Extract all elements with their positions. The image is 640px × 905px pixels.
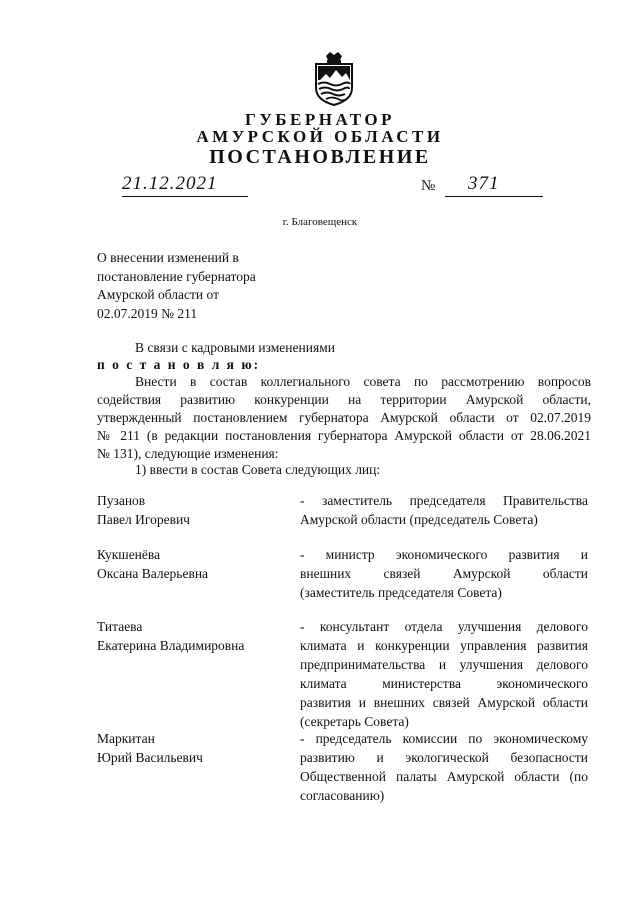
- subject-block: [97, 249, 297, 323]
- number-sign: №: [421, 178, 436, 194]
- role-line: - министр экономического развития и: [300, 547, 588, 562]
- body-line: № 131), следующие изменения:: [97, 446, 279, 461]
- header-governor: ГУБЕРНАТОР: [245, 110, 395, 129]
- member-given-name: Павел Игоревич: [97, 512, 190, 527]
- role-line: (секретарь Совета): [300, 714, 409, 729]
- member-role-2: [300, 545, 588, 602]
- subject-line: О внесении изменений в: [97, 250, 239, 265]
- role-line: - председатель комиссии по экономическому: [300, 731, 588, 746]
- body-line: № 211 (в редакции постановления губернатора Амурской области от 28.06.2021: [97, 428, 591, 443]
- role-line: предпринимательства и улучшения делового: [300, 657, 588, 672]
- role-line: - консультант отдела улучшения делового: [300, 619, 588, 634]
- member-role-3: [300, 617, 588, 731]
- member-surname: Кукшенёва: [97, 547, 161, 562]
- member-name-4: [97, 729, 203, 767]
- number-underline: [445, 196, 543, 197]
- role-line: климата и конкуренции управления развития: [300, 638, 588, 653]
- preamble: В связи с кадровыми изменениями: [135, 340, 335, 355]
- document-type-title: ПОСТАНОВЛЕНИЕ: [209, 146, 431, 168]
- role-line: развитию и экологической безопасности: [300, 750, 588, 765]
- member-name-1: [97, 491, 190, 529]
- subject-line: 02.07.2019 № 211: [97, 305, 198, 321]
- body-line: Внести в состав коллегиального совета по рассмотрению вопросов: [135, 374, 591, 389]
- member-surname: Пузанов: [97, 493, 146, 508]
- role-line: (заместитель председателя Совета): [300, 585, 502, 600]
- decree-word: п о с т а н о в л я ю:: [97, 357, 261, 372]
- date-underline: [122, 196, 248, 197]
- decree-date: 21.12.2021: [122, 173, 218, 194]
- subject-line: Амурской области от: [97, 287, 219, 302]
- item-1: 1) ввести в состав Совета следующих лиц:: [135, 462, 381, 477]
- member-surname: Титаева: [97, 619, 143, 634]
- member-name-3: [97, 617, 244, 655]
- role-line: согласованию): [300, 788, 385, 803]
- header-region: АМУРСКОЙ ОБЛАСТИ: [196, 127, 444, 146]
- decree-number: 371: [468, 173, 500, 194]
- member-role-4: [300, 729, 588, 805]
- member-given-name: Юрий Васильевич: [97, 750, 203, 765]
- member-given-name: Оксана Валерьевна: [97, 566, 209, 581]
- body-paragraph: [97, 373, 591, 463]
- role-line: - заместитель председателя Правительства: [300, 493, 588, 508]
- role-line: климата министерства экономического: [300, 676, 588, 691]
- role-line: развития и внешних связей Амурской области: [300, 695, 588, 710]
- subject-line: постановление губернатора: [97, 268, 256, 284]
- coat-of-arms-emblem: [312, 50, 356, 106]
- body-line: содействия развитию конкуренции на территории Амурской области,: [97, 392, 591, 407]
- role-line: внешних связей Амурской области: [300, 566, 588, 581]
- role-line: Общественной палаты Амурской области (по: [300, 769, 588, 784]
- role-line: Амурской области (председатель Совета): [300, 512, 538, 527]
- member-surname: Маркитан: [97, 731, 155, 746]
- member-name-2: [97, 545, 208, 583]
- body-line: утвержденный постановлением губернатора Амурской области от 02.07.2019: [97, 410, 591, 425]
- member-role-1: [300, 491, 588, 529]
- city-name: г. Благовещенск: [282, 216, 358, 228]
- member-given-name: Екатерина Владимировна: [97, 638, 245, 653]
